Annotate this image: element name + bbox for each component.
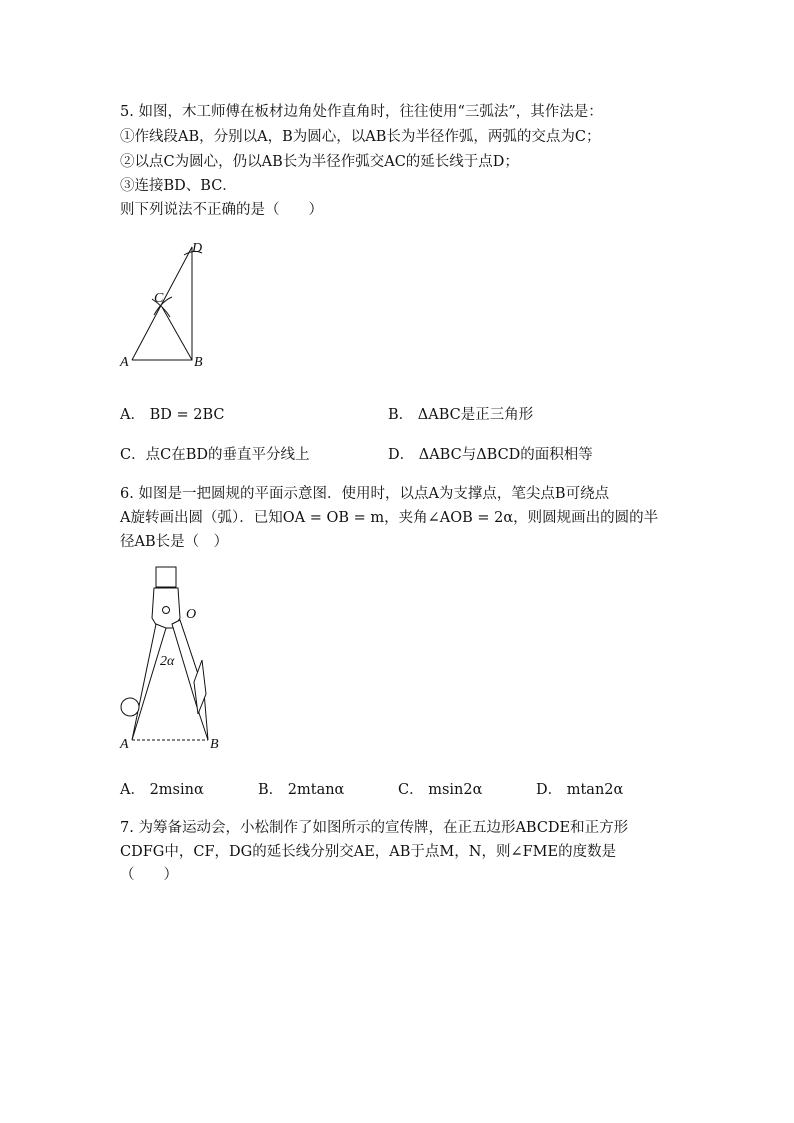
anchor-ball bbox=[121, 698, 139, 716]
segment-bc bbox=[162, 307, 192, 360]
q5-line-3: ②以点C为圆心，仍以AB长为半径作弧交AC的延长线于点D； bbox=[120, 154, 519, 170]
compass-handle bbox=[156, 567, 176, 587]
label-o: O bbox=[186, 607, 197, 622]
q5-line-5: 则下列说法不正确的是（ ） bbox=[120, 202, 323, 218]
q6-option-d: D． mtan2α bbox=[536, 782, 624, 798]
q5-option-c: C．点C在BD的垂直平分线上 bbox=[120, 447, 310, 463]
label-d: D bbox=[192, 241, 203, 256]
q5-line-1: 5. 如图，木工师傅在板材边角处作直角时，往往使用“三弧法”，其作法是： bbox=[120, 104, 603, 120]
q5-line-4: ③连接BD、BC． bbox=[120, 178, 237, 194]
label-b: B bbox=[194, 355, 203, 370]
q7-line-1: 7. 为筹备运动会，小松制作了如图所示的宣传牌，在正五边形ABCDE和正方形 bbox=[120, 820, 629, 836]
q7-line-2: CDFG中，CF，DG的延长线分别交AE，AB于点M，N，则∠FME的度数是 bbox=[120, 844, 617, 860]
q6-option-b: B． 2mtanα bbox=[258, 782, 345, 798]
q6-line-3: 径AB长是（ ） bbox=[120, 534, 229, 550]
label-2alpha: 2α bbox=[160, 654, 175, 669]
q7-line-3: （ ） bbox=[120, 867, 178, 883]
compass-leg-left bbox=[132, 624, 166, 740]
pivot-o bbox=[163, 607, 170, 614]
label-a: A bbox=[120, 355, 129, 370]
q5-option-d: D． ΔABC与ΔBCD的面积相等 bbox=[388, 447, 593, 463]
label-a: A bbox=[120, 737, 129, 752]
q5-option-b: B． ΔABC是正三角形 bbox=[388, 407, 534, 423]
q6-compass-figure bbox=[110, 562, 240, 754]
q5-figure bbox=[110, 235, 230, 375]
q6-line-2: A旋转画出圆（弧）．已知OA = OB = m，夹角∠AOB = 2α，则圆规画出的圆的半 bbox=[120, 510, 659, 526]
q6-option-c: C． msin2α bbox=[398, 782, 483, 798]
label-c: C bbox=[154, 291, 164, 306]
q5-option-a: A． BD = 2BC bbox=[120, 407, 225, 423]
label-b: B bbox=[210, 737, 219, 752]
q6-option-a: A． 2msinα bbox=[120, 782, 204, 798]
q6-line-1: 6. 如图是一把圆规的平面示意图．使用时，以点A为支撑点，笔尖点B可绕点 bbox=[120, 486, 610, 502]
q5-line-2: ①作线段AB，分别以A，B为圆心，以AB长为半径作弧，两弧的交点为C； bbox=[120, 129, 601, 145]
